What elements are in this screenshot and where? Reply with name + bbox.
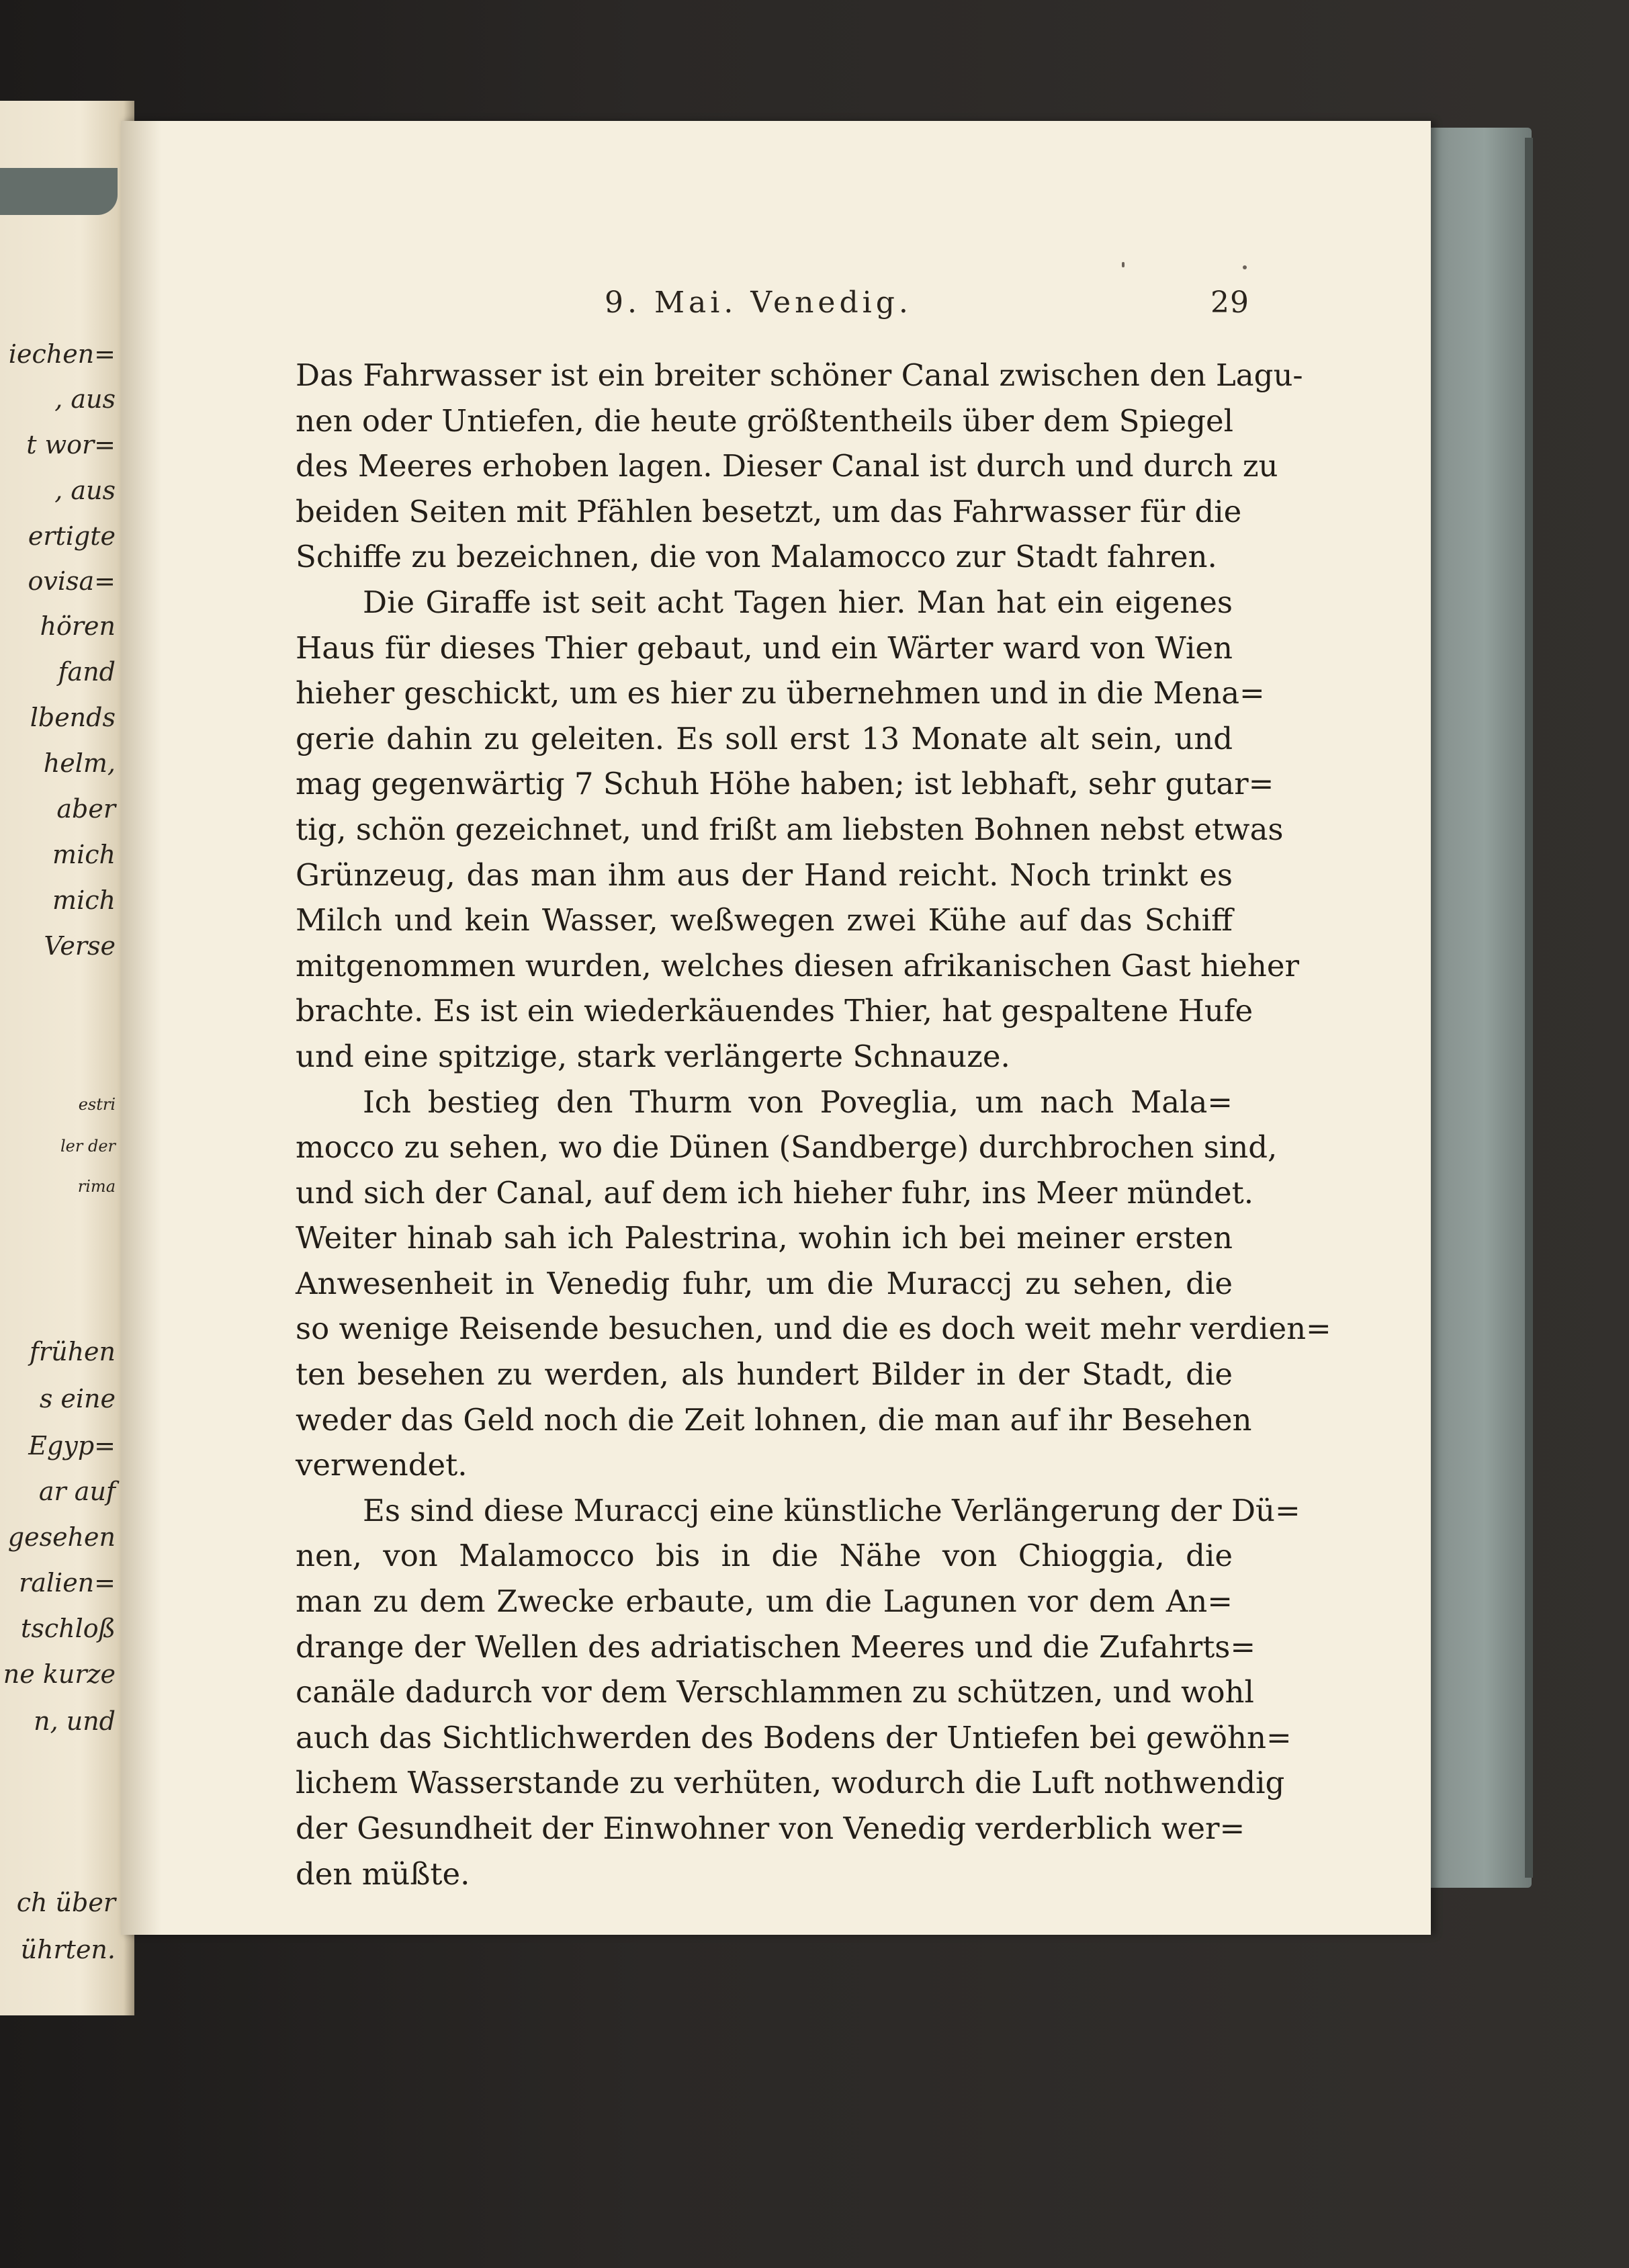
left-page-text-fragment: hören [40,611,116,641]
page-gutter-shadow [121,121,161,1935]
left-page-text-fragment: rima [77,1177,116,1196]
book-cover-edge [1525,138,1533,1878]
text-line: Grünzeug, das man ihm aus der Hand reicht. Noch trinkt es [296,857,1233,893]
text-line: Ich bestieg den Thurm von Poveglia, um nach Mala= [363,1084,1233,1120]
paper-speck [1243,265,1247,269]
paragraph [296,580,1299,1080]
text-line: lichem Wasserstande zu verhüten, wodurch die Luft nothwendig [296,1765,1285,1801]
left-facing-page [0,101,134,2015]
text-line: Haus für dieses Thier gebaut, und ein Wärter ward von Wien [296,629,1233,666]
left-book-board [0,168,118,215]
left-page-text-fragment: gesehen [7,1522,116,1552]
book-cover-board [1414,128,1532,1888]
left-page-text-fragment: n, und [34,1706,116,1736]
text-line: canäle dadurch vor dem Verschlammen zu schützen, und wohl [296,1674,1254,1710]
text-line: den müßte. [296,1856,470,1892]
text-line: gerie dahin zu geleiten. Es soll erst 13 Monate alt sein, und [296,720,1233,756]
left-page-text-fragment: tschloß [21,1614,116,1643]
text-line: und sich der Canal, auf dem ich hieher fuhr, ins Meer mündet. [296,1174,1254,1211]
left-page-text-fragment: ler der [60,1137,116,1155]
paper-speck [1122,262,1125,267]
left-page-text-fragment: , aus [54,384,116,414]
left-page-text-fragment: frühen [29,1337,116,1366]
left-page-text-fragment: fand [58,657,116,687]
left-page-text-fragment: ne kurze [3,1659,116,1689]
text-line: mag gegenwärtig 7 Schuh Höhe haben; ist lebhaft, sehr gutar= [296,766,1274,802]
text-line: beiden Seiten mit Pfählen besetzt, um das Fahrwasser für die [296,493,1242,529]
body-text [296,353,1331,1896]
paragraph [296,353,1303,580]
text-line: und eine spitzige, stark verlängerte Schnauze. [296,1038,1010,1074]
text-line: des Meeres erhoben lagen. Dieser Canal ist durch und durch zu [296,448,1278,484]
text-line: Anwesenheit in Venedig fuhr, um die Muraccj zu sehen, die [296,1265,1233,1301]
running-title: 9. Mai. Venedig. [605,286,912,320]
text-line: brachte. Es ist ein wiederkäuendes Thier, hat gespaltene Hufe [296,993,1253,1029]
text-line: Das Fahrwasser ist ein breiter schöner Canal zwischen den Lagu- [296,357,1303,393]
left-page-text-fragment: mich [52,885,116,915]
text-line: Weiter hinab sah ich Palestrina, wohin ich bei meiner ersten [296,1220,1233,1256]
text-line: man zu dem Zwecke erbaute, um die Lagunen vor dem An= [296,1583,1233,1620]
text-line: verwendet. [296,1447,468,1483]
text-line: auch das Sichtlichwerden des Bodens der Untiefen bei gewöhn= [296,1719,1292,1755]
text-line: so wenige Reisende besuchen, und die es doch weit mehr verdien= [296,1311,1331,1347]
left-page-text-fragment: t wor= [26,430,116,460]
paragraph [296,1488,1301,1896]
left-page-text-fragment: ertigte [28,521,116,551]
left-page-text-fragment: iechen= [8,339,116,369]
text-line: Es sind diese Muraccj eine künstliche Verlängerung der Dü= [363,1492,1301,1528]
left-page-text-fragment: mich [52,840,116,869]
left-page-text-fragment: aber [56,794,116,824]
left-page-text-fragment: ralien= [19,1568,116,1598]
text-line: nen, von Malamocco bis in die Nähe von Chioggia, die [296,1538,1233,1574]
text-line: Milch und kein Wasser, weßwegen zwei Kühe auf das Schiff [296,902,1233,939]
text-line: der Gesundheit der Einwohner von Venedig verderblich wer= [296,1811,1245,1846]
text-line: Schiffe zu bezeichnen, die von Malamocco zur Stadt fahren. [296,539,1217,575]
page-number: 29 [1210,286,1249,320]
text-line: tig, schön gezeichnet, und frißt am liebsten Bohnen nebst etwas [296,811,1284,847]
left-page-text-fragment: ar auf [38,1477,116,1506]
paragraph [296,1080,1331,1488]
left-page-text-fragment: , aus [54,476,116,505]
text-line: mocco zu sehen, wo die Dünen (Sandberge) durchbrochen sind, [296,1129,1278,1166]
left-page-text-fragment: estri [78,1095,116,1114]
left-page-text-fragment: Verse [44,931,116,961]
left-page-text-fragment: ührten. [20,1935,116,1964]
text-line: Die Giraffe ist seit acht Tagen hier. Man hat ein eigenes [363,584,1233,620]
text-line: weder das Geld noch die Zeit lohnen, die man auf ihr Besehen [296,1401,1252,1438]
left-page-text-fragment: lbends [30,703,116,732]
left-page-text-fragment: ovisa= [28,566,116,596]
left-page-text-fragment: helm, [43,748,116,778]
left-page-text-fragment: s eine [39,1384,116,1413]
text-line: drange der Wellen des adriatischen Meeres und die Zufahrts= [296,1628,1256,1665]
text-line: hieher geschickt, um es hier zu übernehmen und in die Mena= [296,675,1265,711]
page-header [605,286,1249,326]
left-page-text-fragment: ch über [16,1888,116,1917]
text-line: nen oder Untiefen, die heute größtentheils über dem Spiegel [296,402,1234,439]
left-page-text-fragment: Egyp= [28,1431,116,1460]
text-line: mitgenommen wurden, welches diesen afrikanischen Gast hieher [296,947,1299,984]
text-line: ten besehen zu werden, als hundert Bilder in der Stadt, die [296,1356,1233,1393]
